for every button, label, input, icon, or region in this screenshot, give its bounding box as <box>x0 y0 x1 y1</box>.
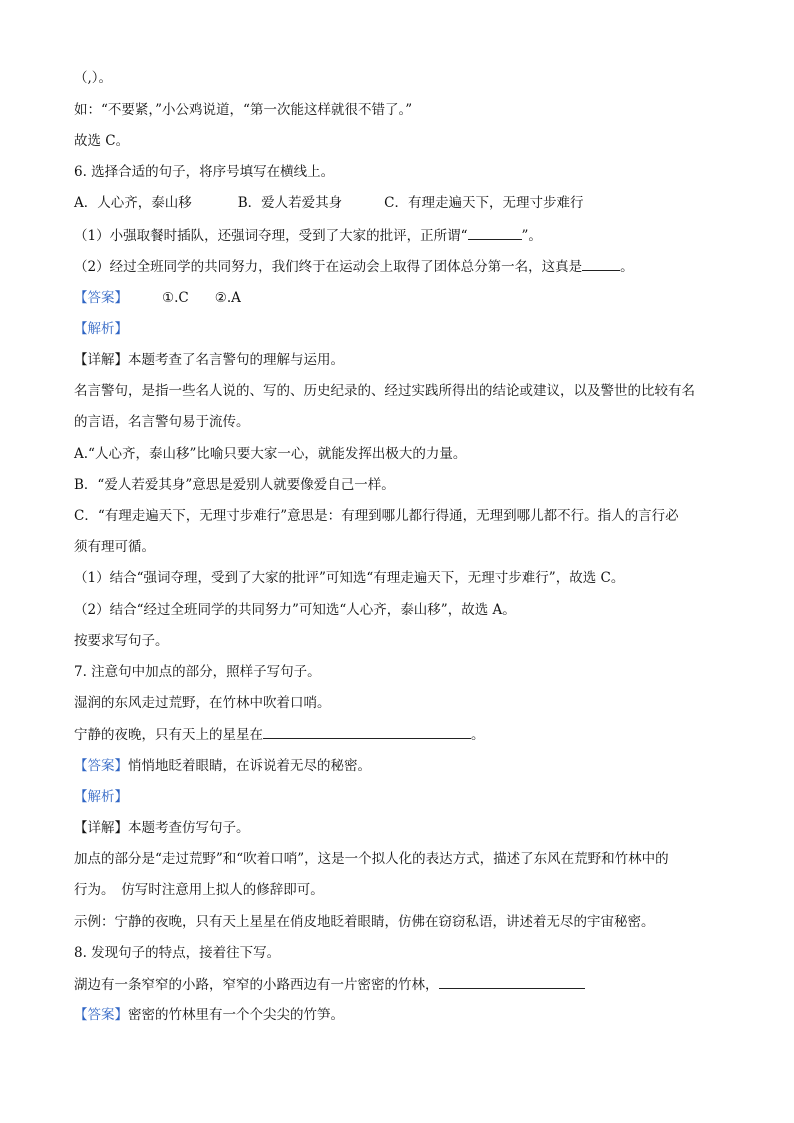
answer-value: 密密的竹林里有一个个尖尖的竹笋。 <box>128 1007 344 1023</box>
question-6-sentence-1 <box>74 225 542 246</box>
detail-tag: 【详解】 <box>74 352 128 368</box>
text-line: 行为。 仿写时注意用上拟人的修辞即可。 <box>74 882 324 898</box>
question-7-answer <box>74 756 371 776</box>
answer-blank[interactable] <box>439 974 585 989</box>
answer-tag: 【答案】 <box>74 290 128 306</box>
text-line: 示例：宁静的夜晚，只有天上星星在俏皮地眨着眼睛，仿佛在窃窃私语，讲述着无尽的宇宙秘密。 <box>74 914 655 930</box>
option-a: A．人心齐，泰山移 <box>74 195 192 211</box>
text-line: 加点的部分是“走过荒野”和“吹着口哨”，这是一个拟人化的表达方式，描述了东风在荒野和竹林中的 <box>74 851 669 867</box>
question-8-answer <box>74 1005 344 1025</box>
text-line: 名言警句，是指一些名人说的、写的、历史纪录的、经过实践所得出的结论或建议，以及警世的比较有名 <box>74 383 695 399</box>
sentence-text: 湖边有一条窄窄的小路，窄窄的小路西边有一片密密的竹林， <box>74 977 439 993</box>
question-6-answer <box>74 288 241 308</box>
sentence-text: （2）经过全班同学的共同努力，我们终于在运动会上取得了团体总分第一名，这真是 <box>74 259 583 275</box>
detail-tag: 【详解】 <box>74 820 128 836</box>
answer-blank[interactable] <box>582 256 620 271</box>
question-6-options <box>74 193 584 213</box>
answer-value: ②.A <box>214 290 241 306</box>
option-b: B．爱人若爱其身 <box>237 195 343 211</box>
text-line: 的言语，名言警句易于流传。 <box>74 414 250 430</box>
text-line: B．“爱人若爱其身”意思是爱别人就要像爱自己一样。 <box>74 477 395 493</box>
detail-line <box>74 350 344 370</box>
detail-text: 本题考查了名言警句的理解与运用。 <box>128 352 344 368</box>
text-line: 如：“不要紧，”小公鸡说道，“第一次能这样就很不错了。” <box>74 102 413 118</box>
text-line: （1）结合“强词夺理，受到了大家的批评”可知选“有理走遍天下，无理寸步难行”，故选 C。 <box>74 570 625 586</box>
question-8-task <box>74 974 585 995</box>
answer-blank[interactable] <box>263 724 471 739</box>
question-7-task <box>74 724 485 745</box>
question-7-title: 7. 注意句中加点的部分，照样子写句子。 <box>74 664 321 680</box>
answer-tag: 【答案】 <box>74 1007 128 1023</box>
text-line: （,）。 <box>74 70 113 86</box>
sentence-text: 。 <box>620 259 634 275</box>
text-line: A.“人心齐，泰山移”比喻只要大家一心，就能发挥出极大的力量。 <box>74 446 467 462</box>
analysis-tag: 【解析】 <box>74 789 128 805</box>
question-7-example: 湿润的东风走过荒野，在竹林中吹着口哨。 <box>74 695 331 711</box>
sentence-text: ”。 <box>521 228 542 244</box>
detail-text: 本题考查仿写句子。 <box>128 820 250 836</box>
option-c: C．有理走遍天下，无理寸步难行 <box>384 195 584 211</box>
answer-value: 悄悄地眨着眼睛，在诉说着无尽的秘密。 <box>128 758 371 774</box>
answer-value: ①.C <box>162 290 189 306</box>
text-line: （2）结合“经过全班同学的共同努力”可知选“人心齐，泰山移”，故选 A。 <box>74 602 516 618</box>
text-line: 按要求写句子。 <box>74 633 169 649</box>
detail-line <box>74 818 250 838</box>
text-line: C．“有理走遍天下，无理寸步难行”意思是：有理到哪儿都行得通，无理到哪儿都不行。指人的言行必 <box>74 508 679 524</box>
sentence-text: 宁静的夜晚，只有天上的星星在 <box>74 727 263 743</box>
answer-blank[interactable] <box>468 225 522 240</box>
text-line: 须有理可循。 <box>74 539 155 555</box>
question-6-sentence-2 <box>74 256 634 277</box>
question-8-title: 8. 发现句子的特点，接着往下写。 <box>74 945 281 961</box>
analysis-tag: 【解析】 <box>74 321 128 337</box>
answer-tag: 【答案】 <box>74 758 128 774</box>
text-line: 故选 C。 <box>74 133 130 149</box>
question-6-title: 6. 选择合适的句子，将序号填写在横线上。 <box>74 164 335 180</box>
sentence-text: （1）小强取餐时插队，还强词夺理，受到了大家的批评，正所谓“ <box>74 228 468 244</box>
sentence-text: 。 <box>471 727 485 743</box>
